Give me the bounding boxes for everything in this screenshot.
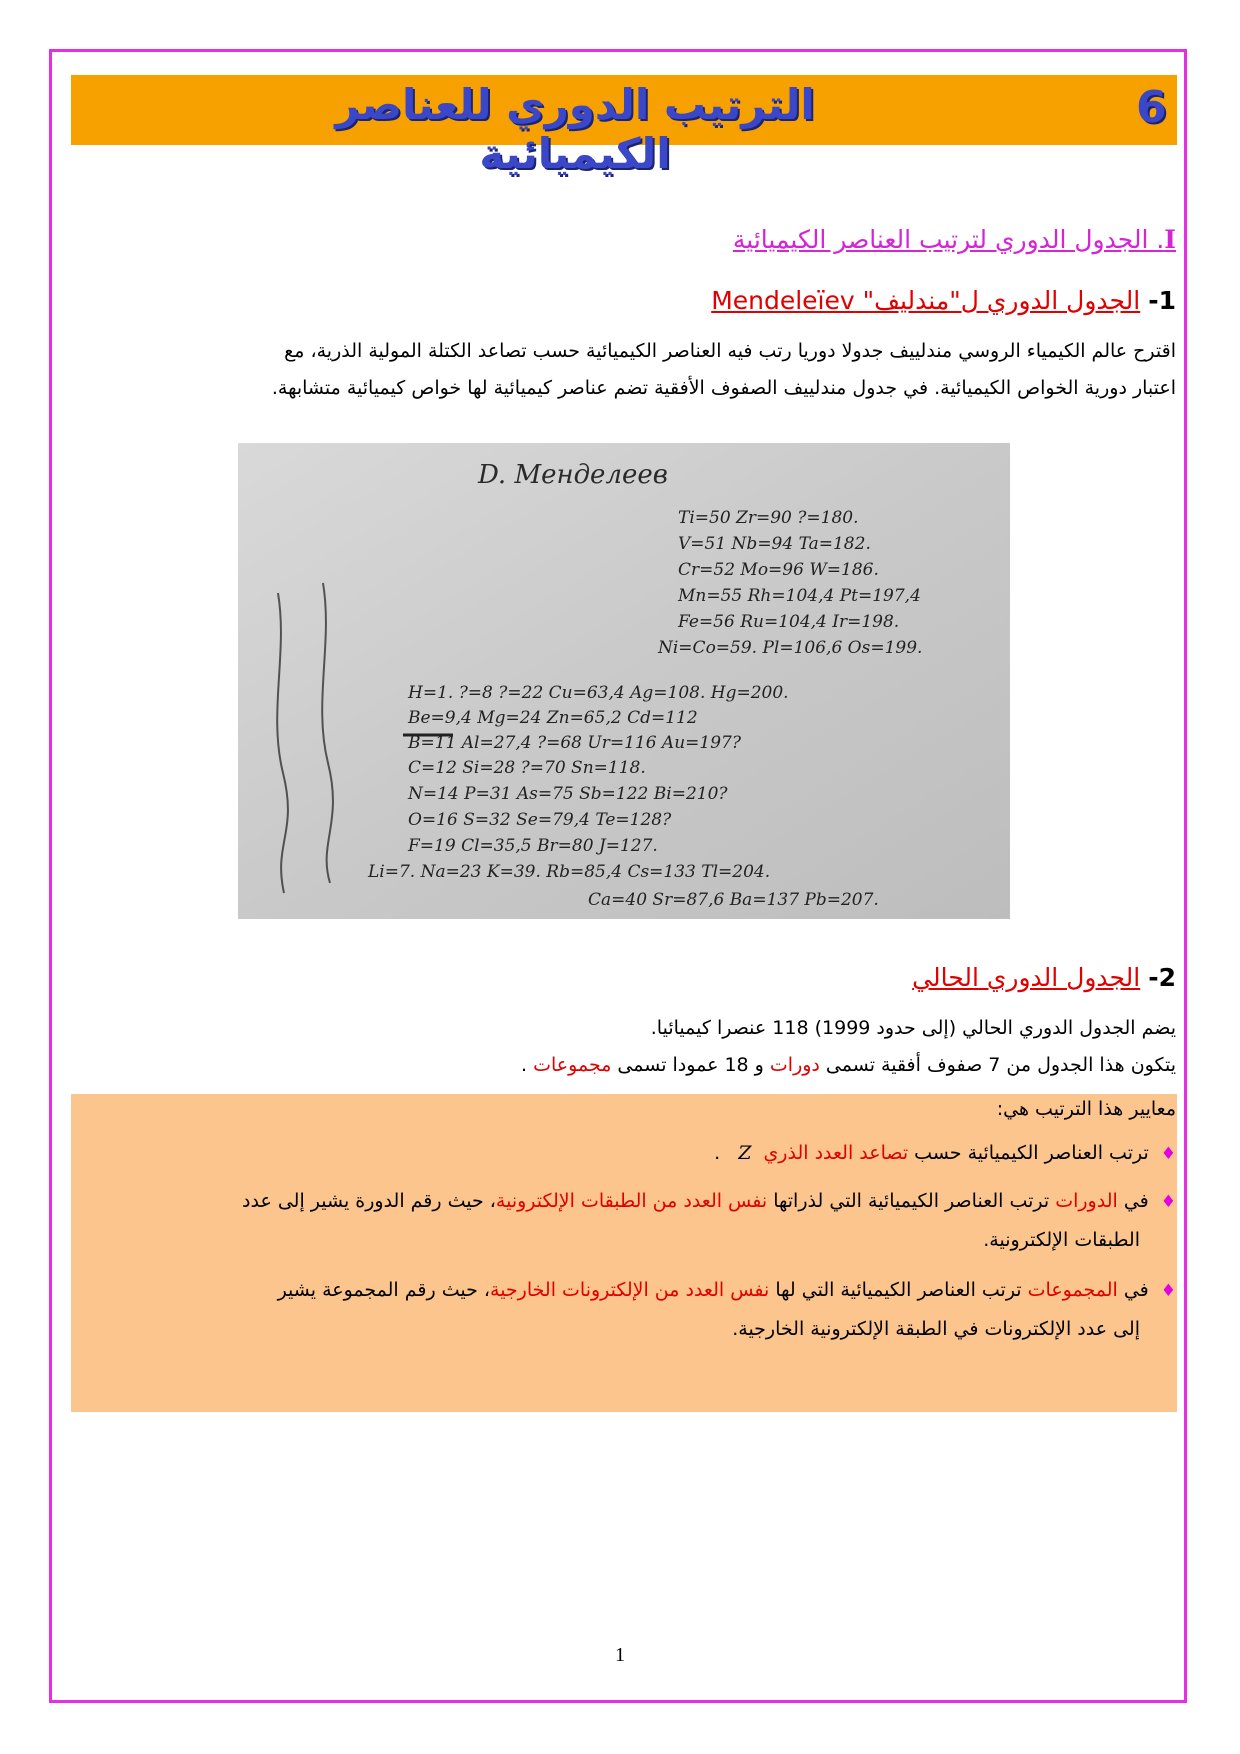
criteria-intro: معايير هذا الترتيب هي: xyxy=(996,1098,1176,1120)
term-atomic-number: تصاعد العدد الذري xyxy=(763,1142,909,1164)
chapter-title: الترتيب الدوري للعناصر الكيميائية xyxy=(335,80,815,178)
term-periods: الدورات xyxy=(1055,1190,1118,1212)
text-run: . xyxy=(714,1142,727,1164)
manuscript-row: N=14 P=31 As=75 Sb=122 Bi=210? xyxy=(408,784,728,804)
text-run: ترتب العناصر الكيميائية حسب xyxy=(908,1142,1149,1164)
criteria-item-3-continuation: إلى عدد الإلكترونات في الطبقة الإلكترونية الخارجية. xyxy=(732,1318,1140,1340)
manuscript-row: Cr=52 Mo=96 W=186. xyxy=(678,560,879,580)
text-run: في xyxy=(1117,1279,1149,1301)
symbol-z: Z xyxy=(738,1142,752,1164)
subsection-1-number: 1- xyxy=(1148,286,1176,315)
criteria-item-1 xyxy=(714,1142,1176,1164)
paragraph-current-table xyxy=(66,1010,1176,1084)
chapter-number: 6 xyxy=(1136,82,1167,133)
paragraph-line: اعتبار دورية الخواص الكيميائية. في جدول مندلييف الصفوف الأفقية تضم عناصر كيميائية لها خواص كيميائية متشابهة. xyxy=(271,377,1176,399)
section-title: . الجدول الدوري لترتيب العناصر الكيميائية xyxy=(732,225,1165,254)
criteria-item-2-continuation: الطبقات الإلكترونية. xyxy=(983,1229,1140,1251)
manuscript-row: V=51 Nb=94 Ta=182. xyxy=(678,534,871,554)
paragraph-mendeleev xyxy=(66,333,1176,407)
mendeleev-manuscript-photo xyxy=(238,443,1010,919)
subsection-2-number: 2- xyxy=(1148,963,1176,992)
section-label: I xyxy=(1164,225,1176,254)
text-run: ، حيث رقم الدورة يشير إلى عدد xyxy=(242,1190,496,1212)
subsection-1-title: الجدول الدوري ل"مندليف" Mendeleïev xyxy=(711,286,1141,315)
term-groups: مجموعات xyxy=(533,1054,612,1076)
paragraph-line xyxy=(66,1047,1176,1084)
manuscript-row: B=11 Al=27,4 ?=68 Ur=116 Au=197? xyxy=(408,733,741,753)
manuscript-row: Be=9,4 Mg=24 Zn=65,2 Cd=112 xyxy=(408,708,698,728)
manuscript-row: H=1. ?=8 ?=22 Cu=63,4 Ag=108. Hg=200. xyxy=(408,683,789,703)
criteria-item-3 xyxy=(278,1279,1176,1301)
paragraph-line: يضم الجدول الدوري الحالي (إلى حدود 1999) 118 عنصرا كيميائيا. xyxy=(650,1017,1176,1039)
page-number: 1 xyxy=(615,1644,625,1666)
manuscript-row: Mn=55 Rh=104,4 Pt=197,4 xyxy=(678,586,921,606)
text-run: ، حيث رقم المجموعة يشير xyxy=(277,1279,491,1301)
manuscript-signature: D. Менделеев xyxy=(478,460,668,490)
manuscript-row: Ca=40 Sr=87,6 Ba=137 Pb=207. xyxy=(588,890,879,910)
manuscript-row: Ni=Co=59. Pl=106,6 Os=199. xyxy=(658,638,923,658)
manuscript-row: Fe=56 Ru=104,4 Ir=198. xyxy=(678,612,900,632)
manuscript-row: F=19 Cl=35,5 Br=80 J=127. xyxy=(408,836,658,856)
subsection-1-heading xyxy=(711,286,1176,315)
term-electron-shells: نفس العدد من الطبقات الإلكترونية xyxy=(495,1190,768,1212)
text-run: ترتب العناصر الكيميائية التي لها xyxy=(769,1279,1028,1301)
manuscript-row: Ti=50 Zr=90 ?=180. xyxy=(678,508,859,528)
manuscript-row: C=12 Si=28 ?=70 Sn=118. xyxy=(408,758,646,778)
paragraph-line: اقترح عالم الكيمياء الروسي مندلييف جدولا دوريا رتب فيه العناصر الكيميائية حسب تصاعد الكتلة المولية الذرية، مع xyxy=(284,340,1176,362)
term-groups: المجموعات xyxy=(1027,1279,1118,1301)
term-periods: دورات xyxy=(769,1054,820,1076)
text-run: يتكون هذا الجدول من 7 صفوف أفقية تسمى xyxy=(819,1054,1176,1076)
diamond-bullet-icon: ♦ xyxy=(1160,1281,1176,1301)
section-heading xyxy=(733,225,1176,254)
diamond-bullet-icon: ♦ xyxy=(1160,1192,1176,1212)
term-outer-electrons: نفس العدد من الإلكترونات الخارجية xyxy=(490,1279,770,1301)
criteria-item-2 xyxy=(66,1190,1176,1212)
manuscript-row: O=16 S=32 Se=79,4 Te=128? xyxy=(408,810,672,830)
manuscript-row: Li=7. Na=23 K=39. Rb=85,4 Cs=133 Tl=204. xyxy=(368,862,771,882)
subsection-2-heading xyxy=(912,963,1176,992)
text-run: . xyxy=(521,1054,534,1076)
diamond-bullet-icon: ♦ xyxy=(1160,1144,1176,1164)
text-run: و 18 عمودا تسمى xyxy=(611,1054,770,1076)
subsection-2-title: الجدول الدوري الحالي xyxy=(912,963,1141,992)
text-run: ترتب العناصر الكيميائية التي لذراتها xyxy=(767,1190,1056,1212)
text-run: في xyxy=(1117,1190,1149,1212)
